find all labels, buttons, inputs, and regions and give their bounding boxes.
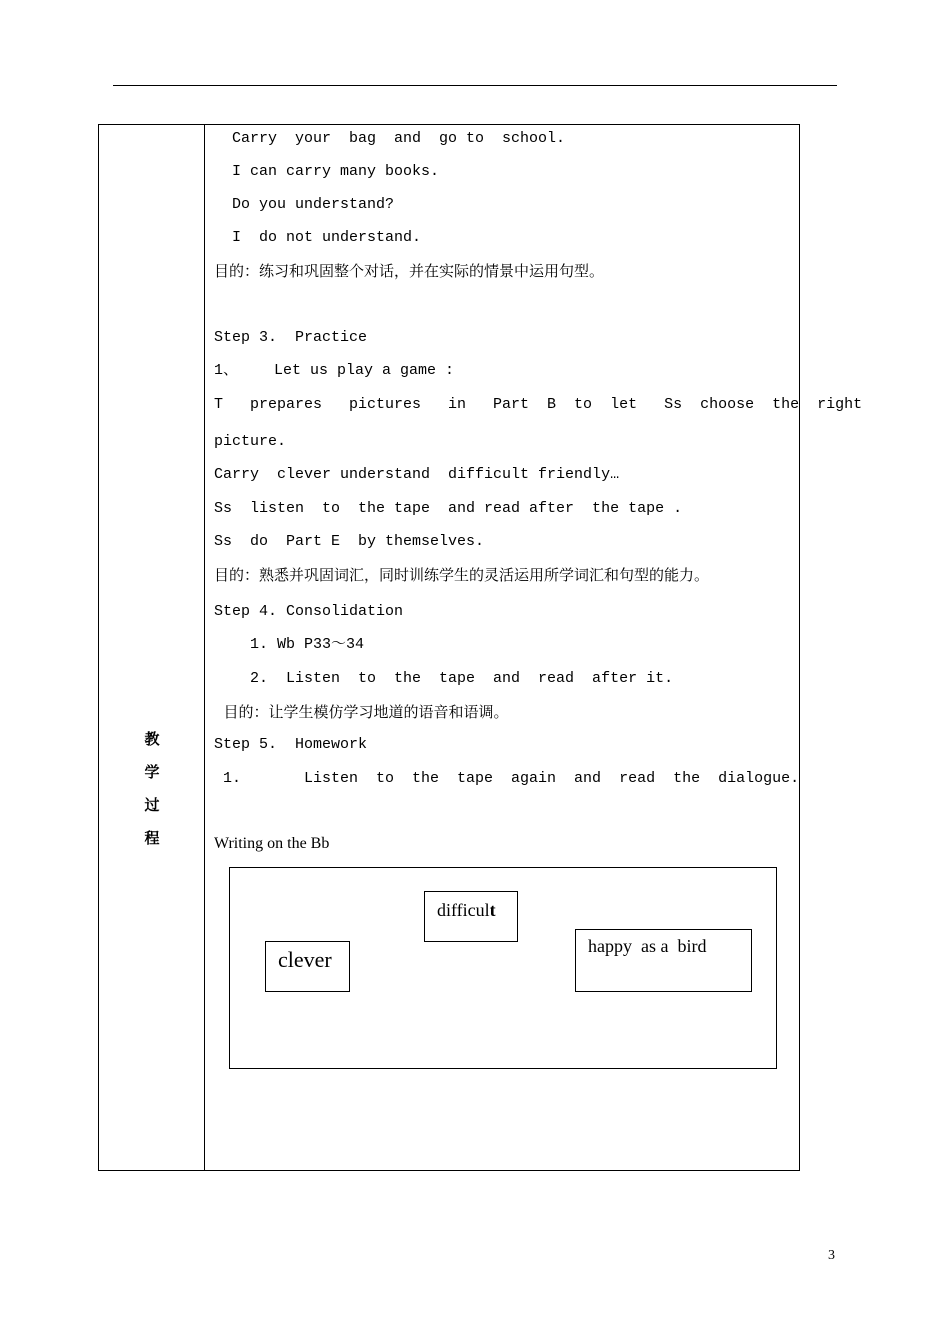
- text-line: 目的：练习和巩固整个对话，并在实际的情景中运用句型。: [214, 262, 605, 280]
- text-line: Do you understand?: [214, 196, 395, 213]
- lesson-table: [98, 124, 863, 1171]
- text-line: I do not understand.: [214, 229, 422, 246]
- text-line: 目的：让学生模仿学习地道的语音和语调。: [214, 703, 509, 721]
- blackboard-frame: [229, 867, 777, 1069]
- text-line: Step 4. Consolidation: [214, 603, 404, 620]
- text-line: Carry your bag and go to school.: [214, 130, 566, 147]
- label-char: 程: [144, 829, 160, 847]
- card-clever-text: clever: [278, 947, 332, 972]
- text-line: 1. Listen to the tape again and read the dialogue.: [214, 770, 800, 787]
- text-line: I can carry many books.: [214, 163, 440, 180]
- label-column: [99, 125, 205, 1170]
- text-line: 1. Wb P33～34: [214, 636, 365, 653]
- label-char: 学: [144, 763, 160, 781]
- text-line: T prepares pictures in Part B to let Ss choose the right: [214, 396, 863, 413]
- card-difficult-bold: t: [489, 900, 496, 920]
- vertical-label: [99, 723, 205, 855]
- label-char: 教: [144, 730, 160, 748]
- text-line: Step 3. Practice: [214, 329, 368, 346]
- card-difficult-text: difficul: [437, 900, 490, 920]
- card-clever: [265, 941, 350, 992]
- writing-title: Writing on the Bb: [214, 835, 330, 852]
- text-line: Ss do Part E by themselves.: [214, 533, 485, 550]
- card-difficult: [424, 891, 518, 942]
- card-happy: [575, 929, 752, 992]
- page-number: 3: [828, 1248, 835, 1263]
- card-happy-text: happy as a bird: [588, 936, 707, 956]
- text-line: Carry clever understand difficult friendly…: [214, 466, 620, 483]
- text-line: 2. Listen to the tape and read after it.: [214, 670, 674, 687]
- text-line: Step 5. Homework: [214, 736, 368, 753]
- header-rule: [113, 85, 837, 86]
- text-line: 目的：熟悉并巩固词汇，同时训练学生的灵活运用所学词汇和句型的能力。: [214, 566, 710, 584]
- label-char: 过: [144, 796, 160, 814]
- text-line: Ss listen to the tape and read after the tape .: [214, 500, 683, 517]
- text-line: picture.: [214, 433, 287, 450]
- text-line: 1、 Let us play a game :: [214, 362, 455, 379]
